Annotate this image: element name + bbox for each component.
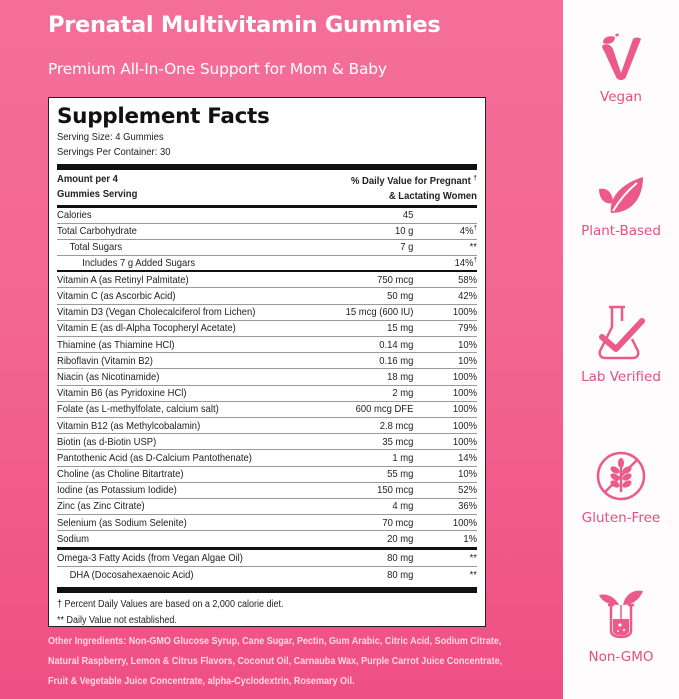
table-row: Selenium (as Sodium Selenite) 70 mcg 100% bbox=[57, 515, 477, 531]
leaves-icon bbox=[597, 175, 645, 215]
servings-per-container: Servings Per Container: 30 bbox=[57, 145, 171, 158]
divider-thick bbox=[57, 587, 477, 593]
no-wheat-icon bbox=[595, 450, 647, 502]
other-ingredients-line: Other Ingredients: Non-GMO Glucose Syrup, Cane Sugar, Pectin, Gum Arabic, Citric Acid, Sodium Citrate, bbox=[48, 635, 502, 647]
badge-vegan bbox=[563, 33, 679, 105]
table-row: Zinc (as Zinc Citrate) 4 mg 36% bbox=[57, 499, 477, 515]
nutrient-rows bbox=[57, 208, 477, 548]
divider-thick bbox=[57, 164, 477, 170]
table-row: Calories 45 bbox=[57, 208, 477, 224]
vegan-v-leaf-icon bbox=[599, 33, 643, 81]
table-row: Includes 7 g Added Sugars 14%† bbox=[57, 256, 477, 272]
badge-lab-verified bbox=[563, 303, 679, 385]
table-header bbox=[57, 172, 477, 205]
table-row: Biotin (as d-Biotin USP) 35 mcg 100% bbox=[57, 434, 477, 450]
table-row: Choline (as Choline Bitartrate) 55 mg 10% bbox=[57, 467, 477, 483]
badge-label: Plant-Based bbox=[581, 223, 661, 239]
table-row: Total Carbohydrate 10 g 4%† bbox=[57, 224, 477, 240]
table-row-omega3: Omega-3 Fatty Acids (from Vegan Algae Oil) 80 mg ** bbox=[57, 550, 477, 567]
other-ingredients-line: Natural Raspberry, Lemon & Citrus Flavors, Coconut Oil, Carnauba Wax, Purple Carrot Juice Concentrate, bbox=[48, 655, 503, 667]
table-row: Vitamin E (as dl-Alpha Tocopheryl Acetate) 15 mg 79% bbox=[57, 321, 477, 337]
serving-size: Serving Size: 4 Gummies bbox=[57, 131, 164, 143]
table-row: Iodine (as Potassium Iodide) 150 mcg 52% bbox=[57, 483, 477, 499]
column-header-dv-line2: & Lactating Women bbox=[388, 189, 477, 202]
other-ingredients bbox=[48, 631, 503, 691]
table-row: Total Sugars 7 g ** bbox=[57, 240, 477, 256]
table-row: Vitamin B6 (as Pyridoxine HCl) 2 mg 100% bbox=[57, 386, 477, 402]
column-header-dv-line1: % Daily Value for Pregnant † bbox=[351, 175, 477, 187]
table-row: Vitamin B12 (as Methylcobalamin) 2.8 mcg 100% bbox=[57, 418, 477, 434]
table-row: Niacin (as Nicotinamide) 18 mg 100% bbox=[57, 369, 477, 385]
table-row: Riboflavin (Vitamin B2) 0.16 mg 10% bbox=[57, 353, 477, 369]
badge-label: Gluten-Free bbox=[581, 510, 661, 526]
badge-plant-based bbox=[563, 175, 679, 239]
footnote-daily-value: † Percent Daily Values are based on a 2,000 calorie diet. bbox=[57, 598, 284, 610]
table-row: Sodium 20 mg 1% bbox=[57, 533, 477, 546]
table-row: Vitamin D3 (Vegan Cholecalciferol from Lichen) 15 mcg (600 IU) 100% bbox=[57, 305, 477, 321]
footnote-not-established: ** Daily Value not established. bbox=[57, 614, 177, 626]
product-title: Prenatal Multivitamin Gummies bbox=[48, 12, 441, 38]
table-row: Vitamin C (as Ascorbic Acid) 50 mg 42% bbox=[57, 288, 477, 304]
table-row: Pantothenic Acid (as D-Calcium Pantothenate) 1 mg 14% bbox=[57, 450, 477, 466]
table-row: Thiamine (as Thiamine HCl) 0.14 mg 10% bbox=[57, 337, 477, 353]
badge-label: Lab Verified bbox=[581, 369, 661, 385]
column-header-amount-line2: Gummies Serving bbox=[57, 187, 138, 200]
badge-gluten-free bbox=[563, 450, 679, 526]
table-row-dha: DHA (Docosahexaenoic Acid) 80 mg ** bbox=[69, 569, 477, 582]
feature-badges-sidebar bbox=[563, 0, 679, 699]
badge-label: Non-GMO bbox=[588, 649, 654, 665]
badge-non-gmo bbox=[563, 587, 679, 665]
flask-check-icon bbox=[596, 303, 646, 361]
column-header-amount-line1: Amount per 4 bbox=[57, 173, 118, 185]
supplement-facts-title: Supplement Facts bbox=[57, 104, 270, 129]
table-row: Vitamin A (as Retinyl Palmitate) 750 mcg 58% bbox=[57, 272, 477, 288]
table-row: Folate (as L-methylfolate, calcium salt) 600 mcg DFE 100% bbox=[57, 402, 477, 418]
supplement-facts-panel bbox=[48, 97, 486, 627]
test-tube-sprout-icon bbox=[599, 587, 643, 641]
product-subtitle: Premium All-In-One Support for Mom & Baby bbox=[48, 60, 387, 78]
other-ingredients-line: Fruit & Vegetable Juice Concentrate, alpha-Cyclodextrin, Rosemary Oil. bbox=[48, 675, 355, 687]
badge-label: Vegan bbox=[600, 89, 642, 105]
